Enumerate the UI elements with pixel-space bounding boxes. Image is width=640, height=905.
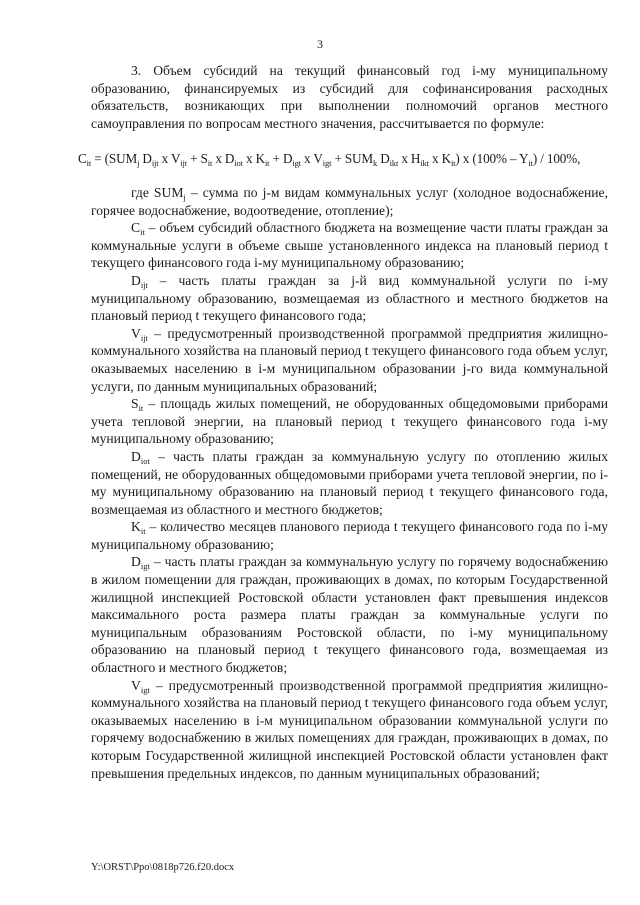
definition-paragraph (91, 448, 608, 518)
formula-part: D (139, 151, 152, 166)
definition-paragraph (91, 395, 608, 448)
formula-part: + D (269, 151, 293, 166)
definition-paragraph (91, 677, 608, 783)
formula-part: x H (398, 151, 421, 166)
definition-text: – объем субсидий областного бюджета на возмещение части платы граждан за коммунальные услуги в объеме свыше установленного индекса на плановый период t текущего финансового года i-му муниципальному образованию; (91, 220, 608, 271)
formula-sub: igt (292, 158, 301, 168)
formula-sub: k (373, 158, 378, 168)
page-number: 3 (317, 37, 323, 51)
formula-part: D (377, 151, 390, 166)
definition-text: – количество месяцев планового периода t текущего финансового года по i-му муниципальному образованию; (91, 519, 608, 552)
definition-text: – часть платы граждан за j-й вид коммунальной услуги по i-му муниципальному образованию, возмещаемая из областного и местного бюджетов на плановый период t текущего финансового года; (91, 272, 608, 324)
definition-variable: $S_{it}$ (131, 396, 144, 414)
definition-paragraph (91, 325, 608, 395)
definition-text: – предусмотренный производственной программой предприятия жилищно-коммунального хозяйства на плановый период t текущего финансового года объем услуг, оказываемых населению в i-м муниципальном образовании коммунальной услуги по горячему водоснабжению в жилых помещениях для граждан, проживающих в домах, по которым Государственной жилищной инспекцией Ростовской области установлен факт превышения предельных индексов, по данным муниципальных образований; (91, 677, 608, 781)
formula-part: ) / 100%, (532, 151, 581, 166)
formula-part: C (78, 151, 87, 166)
formula-sub: ikt (420, 158, 429, 168)
definition-variable: $D_{ijt}$ (131, 272, 148, 290)
definition-paragraph (91, 184, 608, 219)
definition-paragraph (91, 553, 608, 676)
definition-variable: $V_{ijt}$ (131, 325, 148, 343)
definition-text: – предусмотренный производственной программой предприятия жилищно-коммунального хозяйства на плановый период t текущего финансового года объем услуг, оказываемых населению в i-м муниципальном образовании j-го вида коммунальной услуги, по данным муниципальных образований; (91, 325, 608, 394)
intro-block (91, 62, 608, 132)
formula-part: x K (428, 151, 451, 166)
file-path-footer: Y:\ORST\Ppo\0818p726.f20.docx (91, 862, 235, 873)
definition-text: – часть платы граждан за коммунальную услугу по горячему водоснабжению в жилом помещении для граждан, проживающих в домах, по которым Государственной жилищной инспекцией Ростовской области установлен факт превышения индексов максимального роста размера платы граждан за коммунальные услуги по муниципальным образованиям Ростовской области, по i-му муниципальному образованию на плановый период t текущего финансового года, возмещаемая из областного и местного бюджетов; (91, 554, 608, 676)
formula-sub: it (450, 158, 456, 168)
formula-sub: iot (234, 158, 243, 168)
formula-part: + S (186, 151, 208, 166)
formula-part: x V (158, 151, 181, 166)
definition-text: – сумма по j-м видам коммунальных услуг (холодное водоснабжение, горячее водоснабжение, водоотведение, отопление); (91, 185, 608, 218)
formula-part: ) x (100% – Y (455, 151, 529, 166)
formula-sub: j (137, 158, 140, 168)
definition-paragraph (91, 518, 608, 553)
formula-sub: ijt (151, 158, 159, 168)
definition-paragraph (91, 272, 608, 325)
definitions-block (91, 184, 608, 782)
formula-sub: ijt (180, 158, 187, 168)
formula (78, 150, 618, 168)
definition-variable: $C_{it}$ (131, 220, 145, 238)
definition-variable: $D_{igt}$ (131, 554, 150, 572)
definition-variable: $D_{iot}$ (131, 448, 150, 466)
formula-sub: ikt (389, 158, 399, 168)
definition-variable: где $SUM_j$ (131, 185, 186, 202)
formula-sub: it (264, 158, 270, 168)
definition-text: – площадь жилых помещений, не оборудованных общедомовыми приборами учета тепловой энергии, на плановый период t текущего финансового года i-му муниципальному образованию; (91, 396, 608, 447)
formula-part: x K (242, 151, 265, 166)
definition-variable: $K_{it}$ (131, 519, 146, 537)
definition-variable: $V_{igt}$ (131, 677, 150, 695)
definition-paragraph (91, 219, 608, 272)
formula-part: x D (212, 151, 235, 166)
formula-sub: it (207, 158, 213, 168)
formula-part: x V (300, 151, 323, 166)
intro-paragraph: 3. Объем субсидий на текущий финансовый год i-му муниципальному образованию, финансируемых из субсидий для софинансирования расходных обязательств, возникающих при выполнении полномочий органов местного самоуправления по вопросам местного значения, рассчитывается по формуле: (91, 63, 608, 131)
formula-sub: igt (322, 158, 332, 168)
definition-text: – часть платы граждан за коммунальную услугу по отоплению жилых помещений, не оборудованных общедомовыми приборами учета тепловой энергии, по i-му муниципальному образованию на плановый период t текущего финансового года, возмещаемая из областного и местного бюджетов; (91, 448, 608, 517)
formula-sub: it (528, 158, 533, 168)
formula-part: + SUM (331, 151, 374, 166)
formula-sub: it (86, 158, 92, 168)
formula-part: = (SUM (94, 151, 138, 166)
